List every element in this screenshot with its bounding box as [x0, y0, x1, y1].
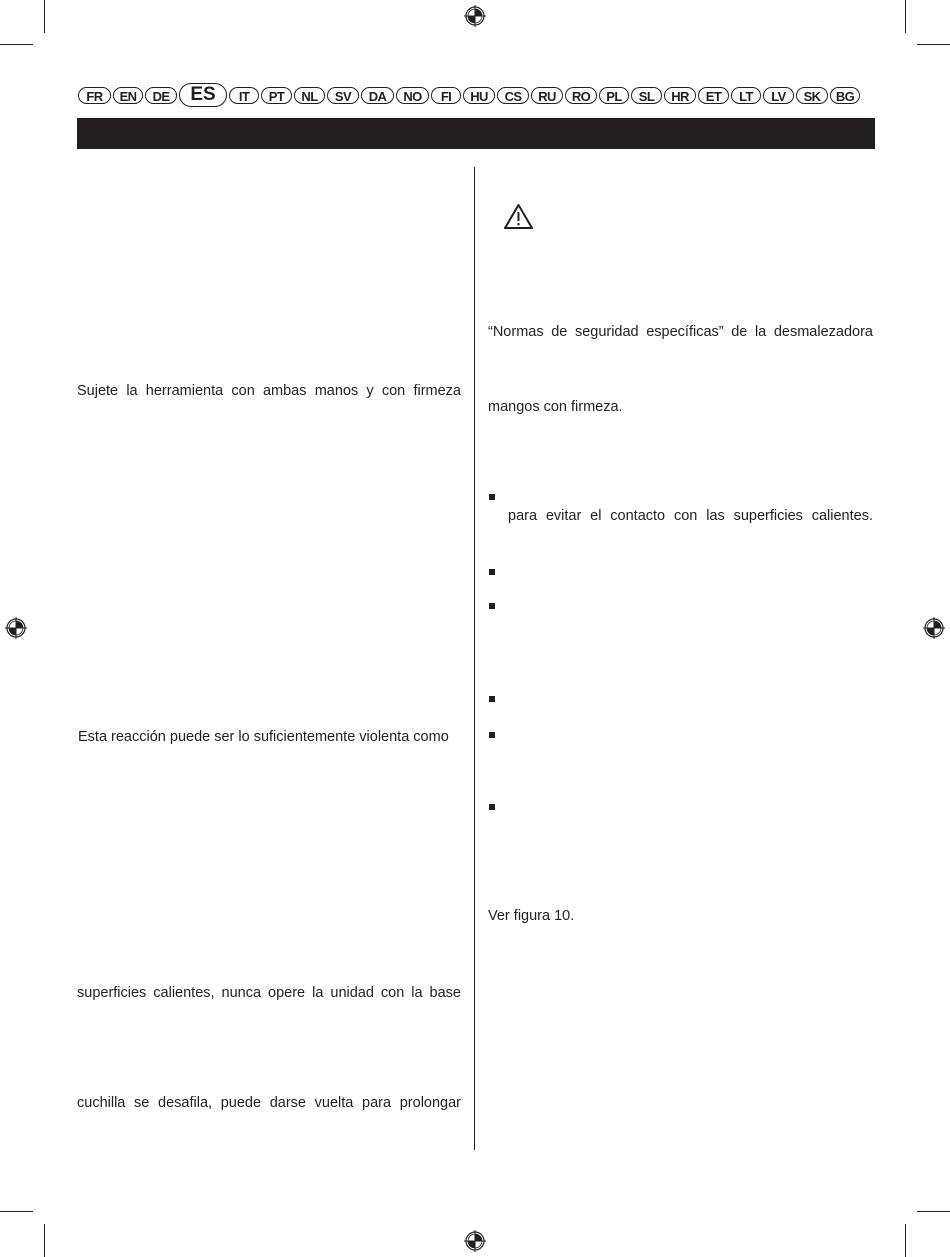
bullet	[489, 494, 495, 500]
crop-mark	[0, 1211, 33, 1212]
language-tab-sl[interactable]: SL	[631, 87, 662, 104]
left-text-line: Esta reacción puede ser lo suficientemente violenta como	[78, 729, 449, 745]
crop-mark	[0, 44, 33, 45]
bullet	[489, 732, 495, 738]
language-tab-lt[interactable]: LT	[731, 87, 761, 104]
right-text-line: mangos con firmeza.	[488, 399, 623, 415]
left-text-line: Sujete la herramienta con ambas manos y con firmeza	[77, 383, 461, 399]
language-tab-pt[interactable]: PT	[261, 87, 292, 104]
bullet	[489, 603, 495, 609]
crop-mark	[44, 1224, 45, 1257]
bullet	[489, 696, 495, 702]
crop-mark	[905, 0, 906, 33]
bullet	[489, 804, 495, 810]
language-tab-lv[interactable]: LV	[763, 87, 794, 104]
language-tab-fi[interactable]: FI	[431, 87, 461, 104]
language-selector	[78, 84, 862, 106]
bullet	[489, 569, 495, 575]
language-tab-bg[interactable]: BG	[830, 87, 860, 104]
registration-mark-icon	[464, 1230, 486, 1252]
left-text-line: superficies calientes, nunca opere la unidad con la base	[77, 985, 461, 1001]
registration-mark-icon	[923, 617, 945, 639]
language-tab-pl[interactable]: PL	[599, 87, 629, 104]
figure-reference: Ver figura 10.	[488, 908, 575, 924]
language-tab-fr[interactable]: FR	[78, 87, 111, 104]
language-tab-nl[interactable]: NL	[294, 87, 325, 104]
language-tab-sv[interactable]: SV	[327, 87, 359, 104]
left-text-line: cuchilla se desafila, puede darse vuelta para prolongar	[77, 1095, 461, 1111]
registration-mark-icon	[464, 5, 486, 27]
language-tab-hu[interactable]: HU	[463, 87, 495, 104]
language-tab-ru[interactable]: RU	[531, 87, 563, 104]
language-tab-en[interactable]: EN	[113, 87, 143, 104]
right-bullet-text: para evitar el contacto con las superficies calientes.	[508, 508, 873, 524]
section-title-bar	[77, 118, 875, 149]
language-tab-hr[interactable]: HR	[664, 87, 696, 104]
language-tab-da[interactable]: DA	[361, 87, 394, 104]
crop-mark	[905, 1224, 906, 1257]
crop-mark	[44, 0, 45, 33]
language-tab-et[interactable]: ET	[698, 87, 729, 104]
language-tab-cs[interactable]: CS	[497, 87, 529, 104]
language-tab-es[interactable]: ES	[179, 83, 227, 107]
right-text-line: “Normas de seguridad específicas” de la desmalezadora	[488, 324, 873, 340]
language-tab-sk[interactable]: SK	[796, 87, 828, 104]
language-tab-it[interactable]: IT	[229, 87, 259, 104]
registration-mark-icon	[5, 617, 27, 639]
warning-triangle-icon	[503, 203, 534, 230]
language-tab-de[interactable]: DE	[145, 87, 177, 104]
crop-mark	[917, 44, 950, 45]
column-divider	[474, 167, 475, 1150]
crop-mark	[917, 1211, 950, 1212]
language-tab-no[interactable]: NO	[396, 87, 429, 104]
language-tab-ro[interactable]: RO	[565, 87, 597, 104]
